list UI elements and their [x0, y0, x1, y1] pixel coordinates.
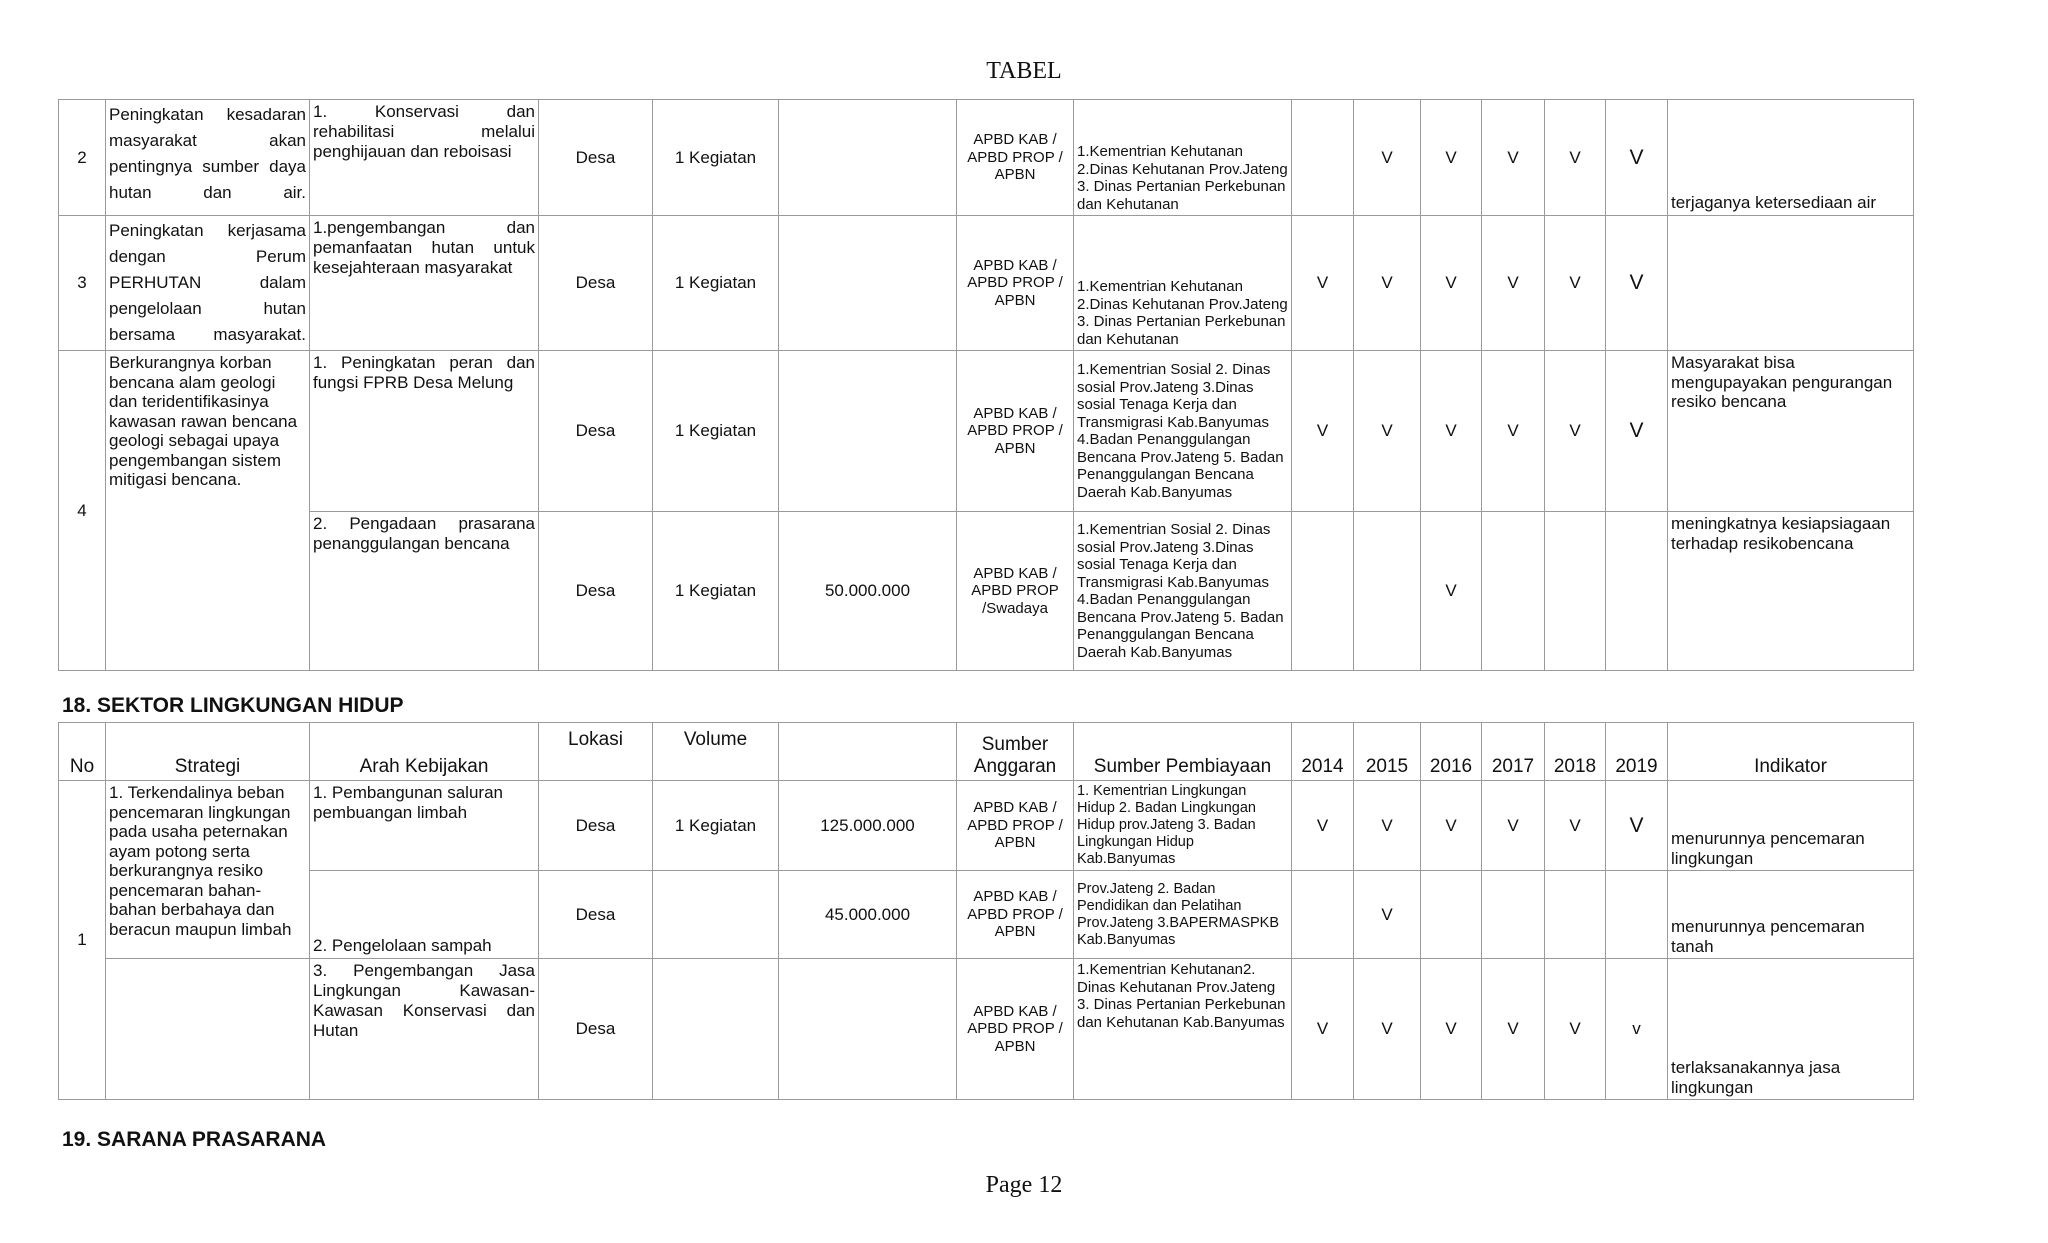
indicator-cell: Masyarakat bisa mengupayakan pengurangan resiko bencana [1668, 351, 1914, 512]
column-header-volume: Volume [653, 723, 779, 781]
year-2016-cell: V [1421, 781, 1482, 871]
cost-cell [779, 216, 957, 351]
column-header-no: No [59, 723, 106, 781]
row-number: 3 [59, 216, 106, 351]
location-cell: Desa [539, 100, 653, 216]
environment-sector-table [58, 722, 1914, 1100]
budget-source-cell: APBD KAB / APBD PROP / APBN [957, 871, 1074, 959]
table-row [59, 871, 1914, 959]
location-cell: Desa [539, 959, 653, 1100]
cost-cell [779, 959, 957, 1100]
year-2018-cell: V [1545, 216, 1606, 351]
funding-source-cell: 1.Kementrian Sosial 2. Dinas sosial Prov.Jateng 3.Dinas sosial Tenaga Kerja dan Transmigrasi Kab.Banyumas 4.Badan Penanggulangan Bencana Prov.Jateng 5. Badan Penanggulangan Bencana Daerah Kab.Banyumas [1074, 512, 1292, 671]
year-2015-cell: V [1354, 351, 1421, 512]
column-header-lokasi: Lokasi [539, 723, 653, 781]
table-header-row [59, 723, 1914, 781]
location-cell: Desa [539, 512, 653, 671]
volume-cell: 1 Kegiatan [653, 351, 779, 512]
funding-source-cell: Prov.Jateng 2. Badan Pendidikan dan Pelatihan Prov.Jateng 3.BAPERMASPKB Kab.Banyumas [1074, 871, 1292, 959]
funding-source-cell: 1.Kementrian Sosial 2. Dinas sosial Prov.Jateng 3.Dinas sosial Tenaga Kerja dan Transmigrasi Kab.Banyumas 4.Badan Penanggulangan Bencana Prov.Jateng 5. Badan Penanggulangan Bencana Daerah Kab.Banyumas [1074, 351, 1292, 512]
year-2015-cell: V [1354, 781, 1421, 871]
column-header-arah-kebijakan: Arah Kebijakan [310, 723, 539, 781]
budget-source-cell: APBD KAB / APBD PROP / APBN [957, 781, 1074, 871]
indicator-cell: terlaksanakannya jasa lingkungan [1668, 959, 1914, 1100]
budget-source-cell: APBD KAB / APBD PROP / APBN [957, 351, 1074, 512]
policy-cell: 3. Pengembangan Jasa Lingkungan Kawasan-Kawasan Konservasi dan Hutan [310, 959, 539, 1100]
funding-source-cell: 1.Kementrian Kehutanan 2.Dinas Kehutanan Prov.Jateng 3. Dinas Pertanian Perkebunan dan Kehutanan [1074, 216, 1292, 351]
year-2015-cell: V [1354, 100, 1421, 216]
column-header-2017: 2017 [1482, 723, 1545, 781]
volume-cell [653, 871, 779, 959]
column-header-2018: 2018 [1545, 723, 1606, 781]
strategy-cell-empty [106, 959, 310, 1100]
year-2014-cell [1292, 871, 1354, 959]
year-2018-cell [1545, 871, 1606, 959]
row-number: 2 [59, 100, 106, 216]
section-title-sarana-prasarana: 19. SARANA PRASARANA [62, 1128, 327, 1151]
column-header-indikator: Indikator [1668, 723, 1914, 781]
year-2019-cell: V [1606, 100, 1668, 216]
budget-source-cell: APBD KAB / APBD PROP / APBN [957, 100, 1074, 216]
column-header-2014: 2014 [1292, 723, 1354, 781]
year-2015-cell: V [1354, 216, 1421, 351]
year-2018-cell: V [1545, 351, 1606, 512]
row-number: 4 [59, 351, 106, 671]
indicator-cell [1668, 216, 1914, 351]
table-row [59, 216, 1914, 351]
indicator-cell: menurunnya pencemaran lingkungan [1668, 781, 1914, 871]
year-2016-cell: V [1421, 216, 1482, 351]
year-2014-cell: V [1292, 216, 1354, 351]
year-2017-cell: V [1482, 216, 1545, 351]
year-2017-cell [1482, 512, 1545, 671]
year-2017-cell [1482, 871, 1545, 959]
year-2014-cell [1292, 512, 1354, 671]
column-header-strategi: Strategi [106, 723, 310, 781]
year-2019-cell: V [1606, 781, 1668, 871]
year-2016-cell: V [1421, 100, 1482, 216]
strategy-cell: Berkurangnya korban bencana alam geologi dan teridentifikasinya kawasan rawan bencana geologi sebagai upaya pengembangan sistem mitigasi bencana. [106, 351, 310, 671]
year-2014-cell: V [1292, 781, 1354, 871]
year-2018-cell: V [1545, 959, 1606, 1100]
location-cell: Desa [539, 351, 653, 512]
year-2019-cell: v [1606, 959, 1668, 1100]
section-title-lingkungan-hidup: 18. SEKTOR LINGKUNGAN HIDUP [62, 694, 404, 717]
cost-cell [779, 100, 957, 216]
funding-source-cell: 1.Kementrian Kehutanan2. Dinas Kehutanan Prov.Jateng 3. Dinas Pertanian Perkebunan dan Kehutanan Kab.Banyumas [1074, 959, 1292, 1100]
year-2017-cell: V [1482, 959, 1545, 1100]
year-2016-cell: V [1421, 351, 1482, 512]
table-row [59, 781, 1914, 871]
column-header-2019: 2019 [1606, 723, 1668, 781]
indicator-cell: meningkatnya kesiapsiagaan terhadap resikobencana [1668, 512, 1914, 671]
table-row [59, 351, 1914, 512]
row-number: 1 [59, 781, 106, 1100]
year-2015-cell [1354, 512, 1421, 671]
year-2016-cell: V [1421, 959, 1482, 1100]
indicator-cell: terjaganya ketersediaan air [1668, 100, 1914, 216]
location-cell: Desa [539, 216, 653, 351]
location-cell: Desa [539, 871, 653, 959]
budget-source-cell: APBD KAB / APBD PROP / APBN [957, 216, 1074, 351]
budget-source-cell: APBD KAB / APBD PROP /Swadaya [957, 512, 1074, 671]
table-row [59, 100, 1914, 216]
year-2017-cell: V [1482, 351, 1545, 512]
funding-source-cell: 1. Kementrian Lingkungan Hidup 2. Badan Lingkungan Hidup prov.Jateng 3. Badan Lingkungan Hidup Kab.Banyumas [1074, 781, 1292, 871]
year-2018-cell: V [1545, 781, 1606, 871]
column-header-biaya [779, 723, 957, 781]
strategy-cell: Peningkatan kerjasama dengan Perum PERHUTAN dalam pengelolaan hutan bersama masyarakat. [106, 216, 310, 351]
column-header-2016: 2016 [1421, 723, 1482, 781]
policy-cell: 2. Pengadaan prasarana penanggulangan bencana [310, 512, 539, 671]
column-header-sumber-pembiayaan: Sumber Pembiayaan [1074, 723, 1292, 781]
volume-cell: 1 Kegiatan [653, 216, 779, 351]
column-header-sumber-anggaran: Sumber Anggaran [957, 723, 1074, 781]
year-2017-cell: V [1482, 100, 1545, 216]
table-row [59, 512, 1914, 671]
strategy-cell: Peningkatan kesadaran masyarakat akan pentingnya sumber daya hutan dan air. [106, 100, 310, 216]
year-2019-cell [1606, 512, 1668, 671]
location-cell: Desa [539, 781, 653, 871]
column-header-2015: 2015 [1354, 723, 1421, 781]
strategy-cell: 1. Terkendalinya beban pencemaran lingkungan pada usaha peternakan ayam potong serta berkurangnya resiko pencemaran bahan-bahan berbahaya dan beracun maupun limbah [106, 781, 310, 959]
year-2019-cell: V [1606, 351, 1668, 512]
indicator-cell: menurunnya pencemaran tanah [1668, 871, 1914, 959]
year-2018-cell [1545, 512, 1606, 671]
cost-cell: 125.000.000 [779, 781, 957, 871]
cost-cell: 50.000.000 [779, 512, 957, 671]
year-2017-cell: V [1482, 781, 1545, 871]
page-number: Page 12 [985, 1172, 1063, 1198]
year-2014-cell: V [1292, 351, 1354, 512]
year-2018-cell: V [1545, 100, 1606, 216]
year-2015-cell: V [1354, 871, 1421, 959]
year-2015-cell: V [1354, 959, 1421, 1100]
policy-cell: 1. Peningkatan peran dan fungsi FPRB Desa Melung [310, 351, 539, 512]
policy-cell: 1. Pembangunan saluran pembuangan limbah [310, 781, 539, 871]
policy-cell: 1.pengembangan dan pemanfaatan hutan untuk kesejahteraan masyarakat [310, 216, 539, 351]
year-2014-cell [1292, 100, 1354, 216]
table-row [59, 959, 1914, 1100]
year-2014-cell: V [1292, 959, 1354, 1100]
year-2019-cell [1606, 871, 1668, 959]
year-2019-cell: V [1606, 216, 1668, 351]
year-2016-cell [1421, 871, 1482, 959]
cost-cell [779, 351, 957, 512]
volume-cell: 1 Kegiatan [653, 781, 779, 871]
funding-source-cell: 1.Kementrian Kehutanan 2.Dinas Kehutanan Prov.Jateng 3. Dinas Pertanian Perkebunan dan Kehutanan [1074, 100, 1292, 216]
budget-source-cell: APBD KAB / APBD PROP / APBN [957, 959, 1074, 1100]
volume-cell [653, 959, 779, 1100]
policy-cell: 1. Konservasi dan rehabilitasi melalui penghijauan dan reboisasi [310, 100, 539, 216]
volume-cell: 1 Kegiatan [653, 512, 779, 671]
program-table-continued [58, 99, 1914, 671]
volume-cell: 1 Kegiatan [653, 100, 779, 216]
cost-cell: 45.000.000 [779, 871, 957, 959]
page-title: TABEL [986, 58, 1062, 84]
policy-cell: 2. Pengelolaan sampah [310, 871, 539, 959]
year-2016-cell: V [1421, 512, 1482, 671]
